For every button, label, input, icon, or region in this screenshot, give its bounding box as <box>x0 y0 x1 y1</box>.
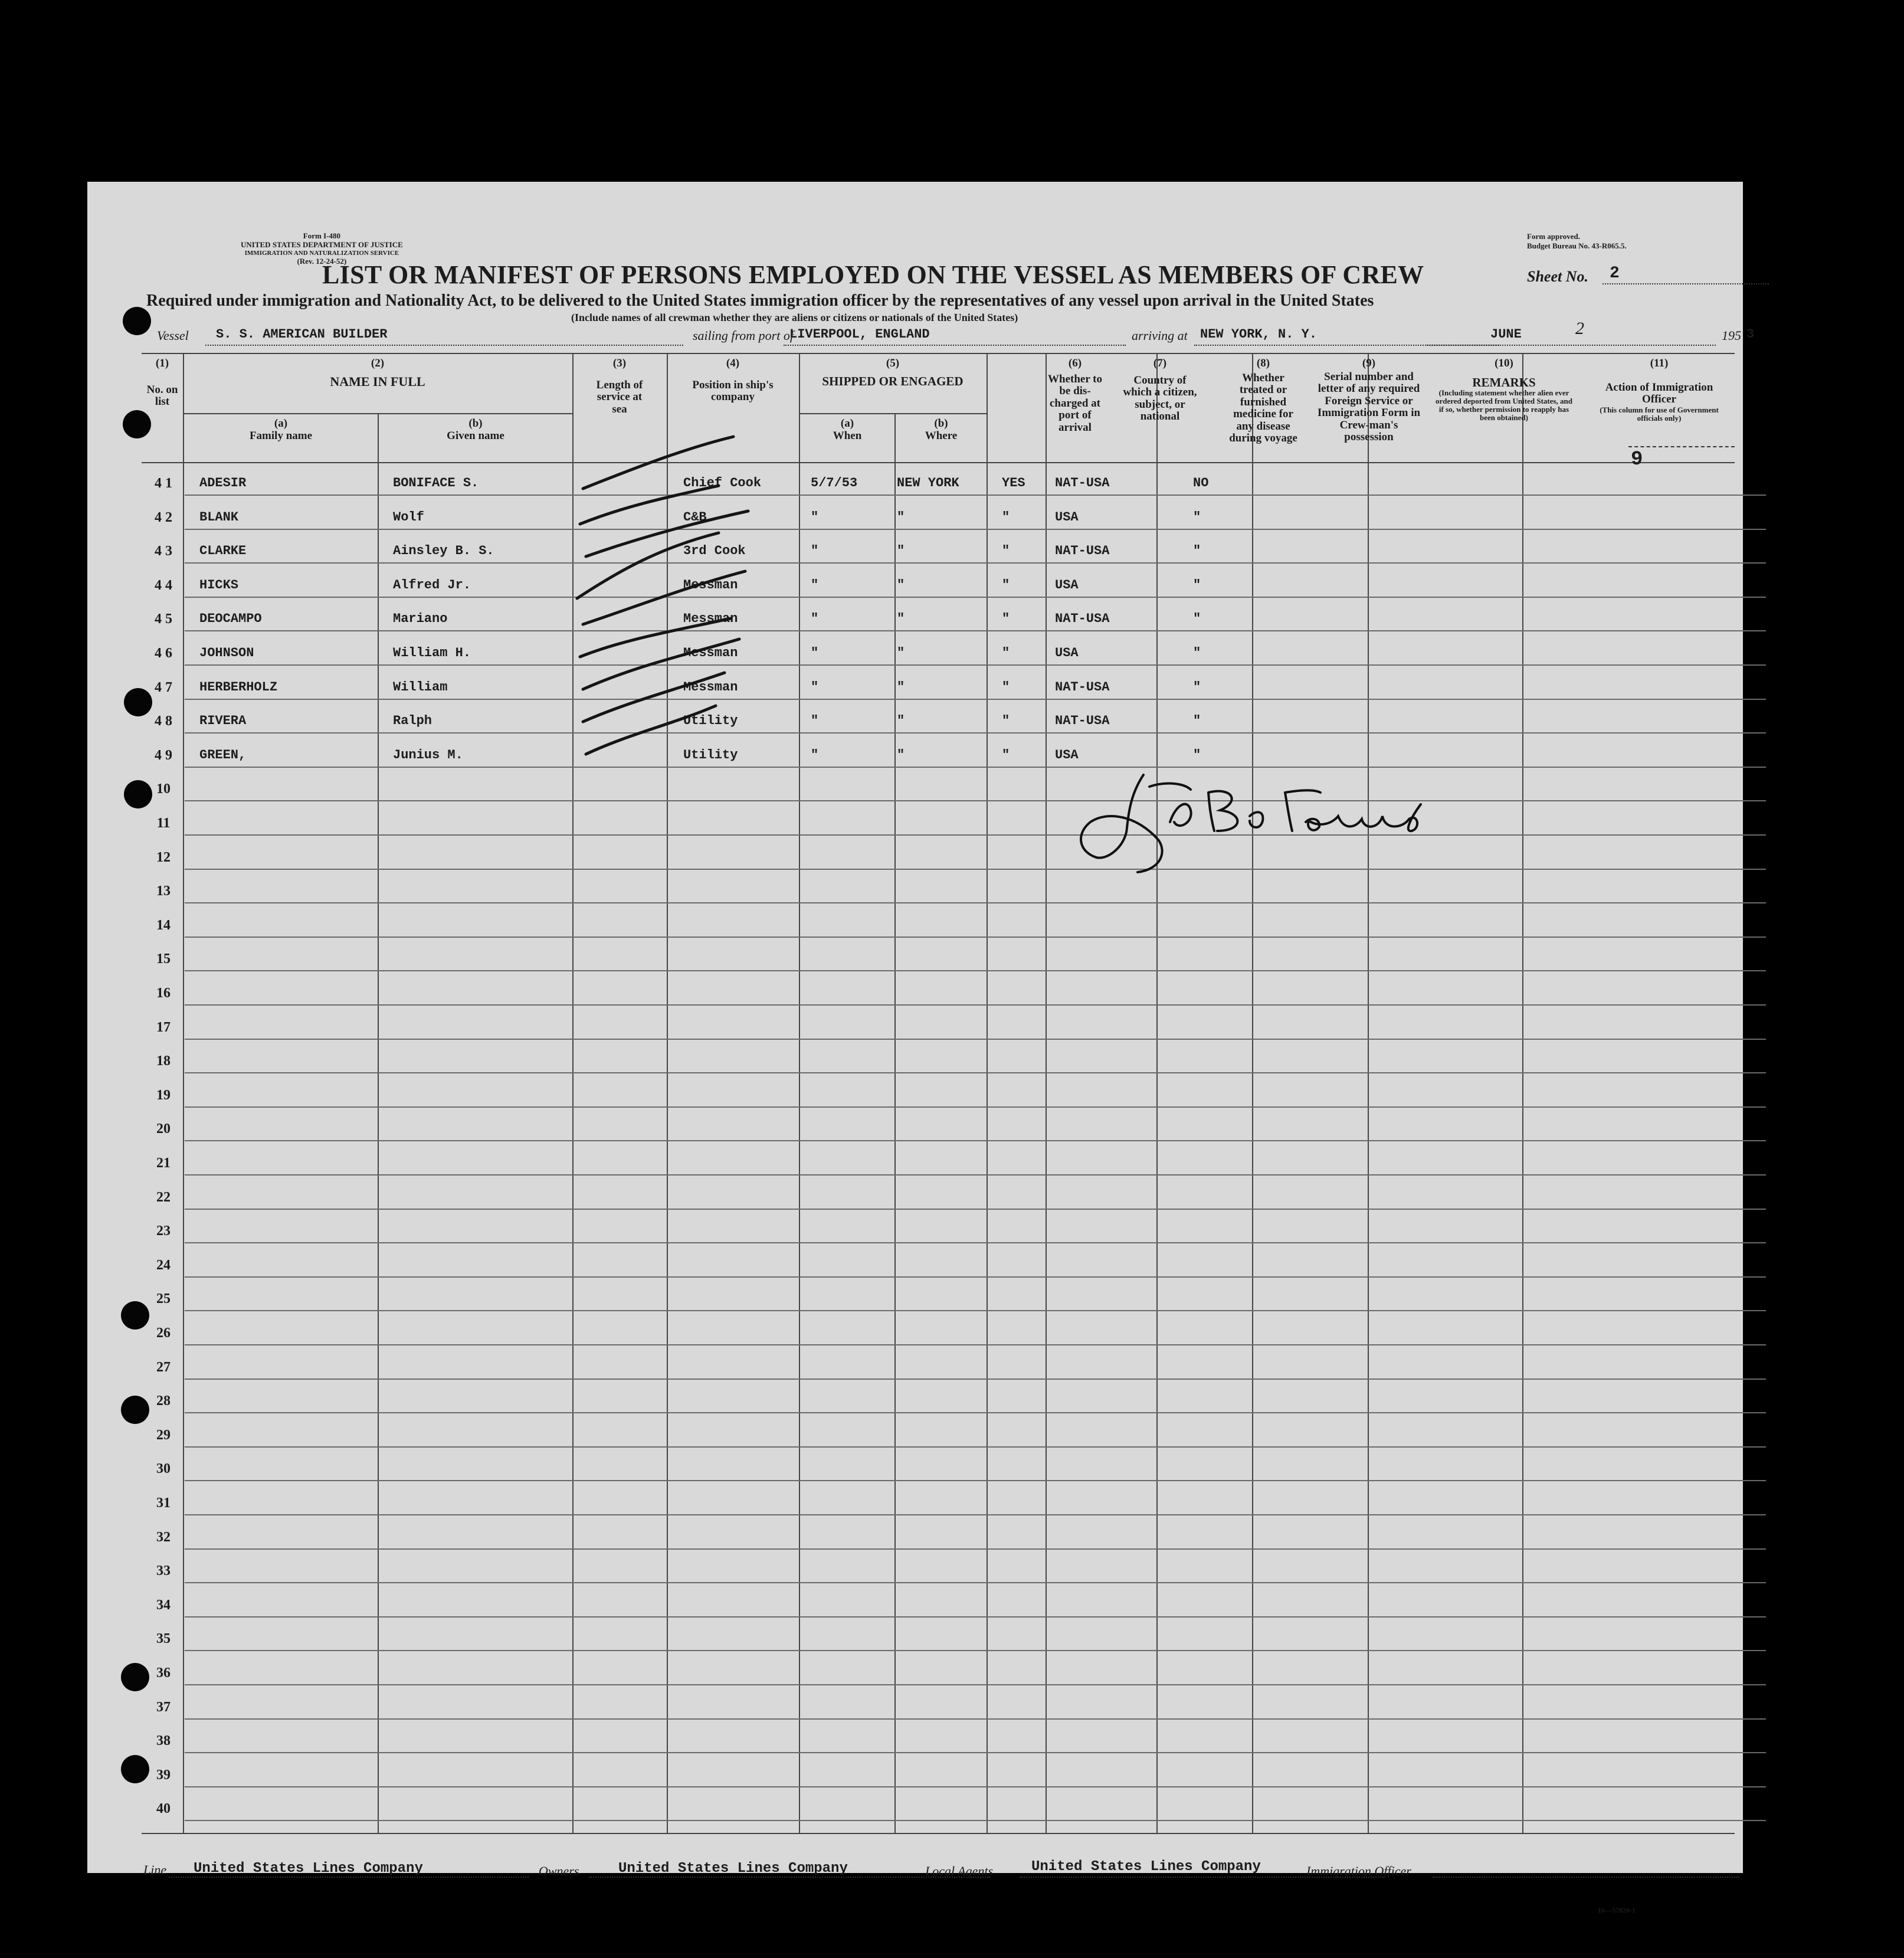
row-number: 32 <box>156 1529 171 1545</box>
col5-number: (5) <box>886 357 900 369</box>
row-rule <box>185 495 1766 496</box>
row-rule <box>185 562 1766 564</box>
binder-hole <box>124 688 152 716</box>
cell-when: " <box>811 509 819 525</box>
row-number: 18 <box>156 1053 171 1069</box>
row-number: 12 <box>156 849 171 865</box>
binder-hole <box>123 410 151 438</box>
cell-given: BONIFACE S. <box>393 476 479 490</box>
col5b-label: Where <box>925 429 958 442</box>
department-name: UNITED STATES DEPARTMENT OF JUSTICE <box>241 240 403 249</box>
col9-label: Serial number and letter of any required Foreign Service or Immigration Form in Crew-man's possession <box>1317 370 1421 444</box>
cell-given: Alfred Jr. <box>393 577 471 592</box>
cell-where: " <box>897 713 905 729</box>
cell-discharged: " <box>1002 577 1010 592</box>
row-rule <box>185 1106 1766 1108</box>
sheet-number-line <box>1602 283 1769 284</box>
table-header-rule <box>142 462 1735 463</box>
cell-position: Utility <box>683 713 738 729</box>
col10-number: (10) <box>1495 357 1513 369</box>
cell-discharged: " <box>1002 747 1010 762</box>
cell-medicine: " <box>1193 646 1201 660</box>
row-rule <box>185 1616 1766 1618</box>
col5a-label: When <box>833 429 862 442</box>
footer-line-label: Line <box>143 1862 167 1877</box>
col11-number: (11) <box>1650 357 1669 369</box>
col4-label: Position in ship's company <box>692 378 774 404</box>
officer-signature <box>1073 757 1486 881</box>
col-divider-9 <box>1368 353 1369 1834</box>
cell-family: ADESIR <box>199 476 247 490</box>
row-number: 36 <box>156 1665 171 1681</box>
footer-line-rule <box>169 1877 529 1878</box>
row-rule <box>185 970 1766 971</box>
row-rule <box>185 1446 1766 1448</box>
cell-given: William <box>393 679 448 695</box>
col-divider-7 <box>1156 353 1158 1834</box>
shipped-subheader-rule <box>799 413 987 414</box>
cell-family: HICKS <box>199 577 239 592</box>
row-rule <box>185 767 1766 768</box>
row-rule <box>185 834 1766 836</box>
cell-position: Chief Cook <box>683 476 762 490</box>
approval-text: Form approved. <box>1527 232 1581 241</box>
budget-number: Budget Bureau No. 43-R065.5. <box>1527 241 1627 250</box>
col11-header <box>1582 358 1736 423</box>
cell-medicine: " <box>1193 679 1201 695</box>
approval-block <box>1527 232 1627 250</box>
cell-where: NEW YORK <box>897 476 959 490</box>
cell-family: CLARKE <box>199 543 247 559</box>
row-rule <box>185 800 1766 801</box>
row-rule <box>185 1718 1766 1720</box>
col7-number: (7) <box>1153 357 1167 369</box>
col9-header <box>1312 358 1425 444</box>
row-number: 20 <box>156 1121 171 1137</box>
arrival-month: JUNE <box>1490 327 1522 342</box>
cell-country: NAT-USA <box>1055 611 1110 627</box>
row-rule <box>185 1480 1766 1481</box>
col10-note: (Including statement whether alien ever ordered deported from United States, and if so, whether permission to reapply has been obtained) <box>1435 388 1573 423</box>
cell-when: " <box>811 543 819 559</box>
cell-where: " <box>897 611 905 627</box>
row-number: 10 <box>156 781 171 797</box>
col7-header <box>1106 358 1214 423</box>
row-rule <box>185 1174 1766 1176</box>
row-rule <box>185 1072 1766 1073</box>
col-divider-10 <box>1522 353 1523 1834</box>
cell-country: USA <box>1055 509 1079 525</box>
col5-header <box>800 358 985 388</box>
cell-when: " <box>811 713 819 729</box>
row-number: 26 <box>156 1325 171 1341</box>
row-rule <box>185 1514 1766 1515</box>
cell-family: BLANK <box>199 509 239 525</box>
row-number: 4 7 <box>155 679 172 695</box>
col8-label: Whether treated or furnished medicine for any disease during voyage <box>1229 371 1297 445</box>
binder-hole <box>124 780 152 808</box>
row-rule <box>185 1242 1766 1243</box>
cell-where: " <box>897 543 905 559</box>
col3-number: (3) <box>612 357 627 369</box>
col3-label: Length of service at sea <box>596 378 643 415</box>
cell-country: NAT-USA <box>1055 713 1110 729</box>
cell-when: " <box>811 577 819 592</box>
row-number: 21 <box>156 1155 171 1171</box>
row-rule <box>185 699 1766 700</box>
cell-position: Messman <box>683 577 738 592</box>
sailing-line <box>784 345 1126 346</box>
row-number: 31 <box>156 1495 171 1511</box>
cell-medicine: NO <box>1193 476 1209 490</box>
sailing-label: sailing from port of <box>693 328 794 343</box>
binder-hole <box>121 1301 149 1330</box>
row-number: 4 5 <box>155 611 172 627</box>
col-divider-8 <box>1252 353 1253 1834</box>
row-rule <box>185 902 1766 903</box>
col-divider-2a <box>378 413 379 1834</box>
col2b-header <box>379 418 572 442</box>
col1-number: (1) <box>155 357 169 369</box>
cell-discharged: " <box>1002 509 1010 525</box>
row-rule <box>185 1140 1766 1141</box>
cell-when: " <box>811 611 819 627</box>
cell-medicine: " <box>1193 509 1201 525</box>
vessel-line <box>205 345 683 346</box>
col2-header <box>184 358 571 388</box>
col9-number: (9) <box>1362 357 1376 369</box>
footer-line-value: United States Lines Company <box>194 1861 423 1877</box>
row-rule <box>185 1548 1766 1550</box>
cell-where: " <box>897 747 905 762</box>
sheet-number: 2 <box>1610 264 1620 283</box>
row-rule <box>185 1039 1766 1040</box>
sheet-label: Sheet No. <box>1527 268 1588 285</box>
cell-given: Wolf <box>393 509 424 525</box>
col11-note: (This column for use of Government officials only) <box>1600 405 1719 423</box>
row-number: 33 <box>156 1563 171 1579</box>
cell-position: Messman <box>683 646 738 660</box>
row-number: 37 <box>156 1699 171 1715</box>
row-number: 4 8 <box>155 713 172 729</box>
cell-given: Ainsley B. S. <box>393 543 494 559</box>
col8-header <box>1217 358 1310 445</box>
arriving-label: arriving at <box>1132 328 1188 343</box>
footer-officer-label: Immigration Officer <box>1306 1864 1411 1878</box>
form-revision: (Rev. 12-24-52) <box>297 256 347 266</box>
col-divider-6 <box>1046 353 1047 1834</box>
cell-country: USA <box>1055 646 1079 660</box>
cell-when: 5/7/53 <box>811 476 858 490</box>
cell-where: " <box>897 509 905 525</box>
row-rule <box>185 1004 1766 1006</box>
row-number: 16 <box>156 985 171 1001</box>
cell-medicine: " <box>1193 543 1201 559</box>
col2-number: (2) <box>371 357 385 369</box>
form-subtitle: Required under immigration and Nationality Act, to be delivered to the United States immigration officer by the representatives of any vessel upon arrival in the United States <box>146 292 1374 310</box>
row-rule <box>185 1582 1766 1583</box>
cell-given: William H. <box>393 646 471 660</box>
table-bottom-rule <box>142 1833 1735 1834</box>
row-number: 35 <box>156 1631 171 1647</box>
cell-family: HERBERHOLZ <box>199 679 278 695</box>
form-title: LIST OR MANIFEST OF PERSONS EMPLOYED ON THE VESSEL AS MEMBERS OF CREW <box>322 260 1424 289</box>
print-code: 16—57820-1 <box>1598 1906 1636 1914</box>
row-number: 22 <box>156 1189 171 1205</box>
row-number: 40 <box>156 1801 171 1817</box>
cell-position: Messman <box>683 611 738 627</box>
vessel-name: S. S. AMERICAN BUILDER <box>216 327 388 342</box>
col4-number: (4) <box>726 357 740 369</box>
binder-hole <box>121 1755 149 1783</box>
col3-header <box>574 358 666 415</box>
row-number: 29 <box>156 1427 171 1443</box>
col1-header <box>143 358 182 408</box>
row-number: 11 <box>156 816 171 831</box>
row-rule <box>185 937 1766 938</box>
binder-hole <box>121 1663 149 1691</box>
cell-given: Junius M. <box>393 747 463 762</box>
col11-count: 9 <box>1631 448 1643 471</box>
col-divider-5a <box>894 413 896 1834</box>
row-number: 4 2 <box>155 509 172 525</box>
col8-number: (8) <box>1256 357 1270 369</box>
col2a-header <box>184 418 378 442</box>
footer-officer-rule <box>1433 1877 1739 1878</box>
cell-discharged: " <box>1002 646 1010 660</box>
col2b-number: (b) <box>468 417 483 430</box>
row-rule <box>185 1379 1766 1380</box>
cell-family: GREEN, <box>199 747 247 762</box>
row-rule <box>185 1820 1766 1821</box>
cell-discharged: YES <box>1002 476 1025 490</box>
cell-discharged: " <box>1002 679 1010 695</box>
year-prefix: 195 <box>1722 328 1741 343</box>
row-number: 4 3 <box>155 543 172 559</box>
row-number: 15 <box>156 951 171 967</box>
row-number: 17 <box>156 1019 171 1035</box>
footer-agents-label: Local Agents <box>925 1864 994 1878</box>
cell-given: Ralph <box>393 713 432 729</box>
col-divider-5 <box>987 353 988 1834</box>
col1-label: No. on list <box>146 383 178 408</box>
row-number: 19 <box>156 1087 171 1103</box>
row-number: 27 <box>156 1359 171 1375</box>
cell-discharged: " <box>1002 611 1010 627</box>
cell-when: " <box>811 747 819 762</box>
row-rule <box>185 1310 1766 1311</box>
cell-where: " <box>897 577 905 592</box>
row-rule <box>185 1276 1766 1278</box>
col2a-number: (a) <box>274 417 288 430</box>
row-rule <box>185 1786 1766 1787</box>
col-divider-1 <box>183 353 184 1834</box>
row-number: 4 6 <box>155 646 172 661</box>
date-line <box>1427 345 1716 346</box>
col11-rule <box>1628 446 1735 447</box>
cell-country: NAT-USA <box>1055 543 1110 559</box>
cell-where: " <box>897 646 905 660</box>
row-rule <box>185 869 1766 870</box>
footer-owners-value: United States Lines Company <box>618 1861 848 1877</box>
cell-country: USA <box>1055 577 1079 592</box>
col10-header <box>1428 358 1580 422</box>
col7-label: Country of which a citizen, subject, or national <box>1123 374 1197 423</box>
cell-medicine: " <box>1193 713 1201 729</box>
row-number: 25 <box>156 1291 171 1307</box>
name-subheader-rule <box>183 413 572 414</box>
arriving-port: NEW YORK, N. Y. <box>1200 327 1318 342</box>
col5-label: SHIPPED OR ENGAGED <box>822 374 964 388</box>
row-number: 23 <box>156 1223 171 1239</box>
include-note: (Include names of all crewman whether they are aliens or citizens or nationals of the United States) <box>571 312 1018 323</box>
row-number: 39 <box>156 1767 171 1783</box>
row-rule <box>185 1209 1766 1210</box>
cell-when: " <box>811 646 819 660</box>
cell-position: Messman <box>683 679 738 695</box>
row-number: 34 <box>156 1597 171 1613</box>
cell-family: JOHNSON <box>199 646 254 660</box>
cell-position: Utility <box>683 747 738 762</box>
col5b-header <box>896 418 987 442</box>
cell-where: " <box>897 679 905 695</box>
cell-when: " <box>811 679 819 695</box>
col11-label: Action of Immigration Officer <box>1605 381 1713 406</box>
binder-hole <box>123 307 151 335</box>
row-number: 38 <box>156 1733 171 1749</box>
cell-medicine: " <box>1193 611 1201 627</box>
col5a-number: (a) <box>840 417 854 430</box>
col2-label: NAME IN FULL <box>330 374 425 389</box>
table-top-rule <box>142 353 1735 354</box>
row-number: 24 <box>156 1257 171 1273</box>
cell-family: DEOCAMPO <box>199 611 262 627</box>
cell-position: C&B <box>683 509 707 525</box>
row-rule <box>185 732 1766 734</box>
manifest-sheet <box>87 182 1755 1914</box>
row-rule <box>185 597 1766 598</box>
cell-medicine: " <box>1193 747 1201 762</box>
row-number: 4 4 <box>155 577 172 593</box>
row-number: 14 <box>156 917 171 933</box>
col6-label: Whether to be dis-charged at port of arrival <box>1048 372 1102 434</box>
sailing-port: LIVERPOOL, ENGLAND <box>789 327 930 342</box>
row-rule <box>185 1344 1766 1345</box>
cell-medicine: " <box>1193 577 1201 592</box>
cell-position: 3rd Cook <box>683 543 746 559</box>
row-rule <box>185 529 1766 530</box>
col2a-label: Family name <box>249 429 313 442</box>
cell-country: NAT-USA <box>1055 679 1110 695</box>
col5b-number: (b) <box>934 417 948 430</box>
col2b-label: Given name <box>447 429 504 442</box>
row-number: 30 <box>156 1461 171 1477</box>
row-number: 28 <box>156 1393 171 1409</box>
row-rule <box>185 1650 1766 1651</box>
form-number: Form I-480 <box>303 231 340 240</box>
row-rule <box>185 664 1766 666</box>
row-rule <box>185 1752 1766 1753</box>
vessel-label: Vessel <box>157 328 189 343</box>
col6-number: (6) <box>1068 357 1082 369</box>
col10-label: REMARKS <box>1472 375 1536 389</box>
cell-country: NAT-USA <box>1055 476 1110 490</box>
service-name: IMMIGRATION AND NATURALIZATION SERVICE <box>244 249 399 257</box>
service-strikeout-marks <box>571 430 819 760</box>
cell-given: Mariano <box>393 611 448 627</box>
row-number: 4 9 <box>155 747 172 763</box>
footer-agents-value: United States Lines Company <box>1031 1859 1261 1875</box>
row-number: 4 1 <box>155 476 172 491</box>
cell-country: USA <box>1055 747 1079 762</box>
footer-owners-label: Owners <box>539 1864 579 1878</box>
row-number: 13 <box>156 883 171 899</box>
col4-header <box>668 358 798 404</box>
row-rule <box>185 1412 1766 1413</box>
cell-discharged: " <box>1002 543 1010 559</box>
row-rule <box>185 630 1766 631</box>
arrival-day: 2 <box>1575 319 1584 338</box>
binder-hole <box>121 1396 149 1424</box>
year-suffix: 3 <box>1746 327 1755 342</box>
col6-header <box>1047 358 1103 434</box>
cell-discharged: " <box>1002 713 1010 729</box>
cell-family: RIVERA <box>199 713 247 729</box>
row-rule <box>185 1684 1766 1685</box>
